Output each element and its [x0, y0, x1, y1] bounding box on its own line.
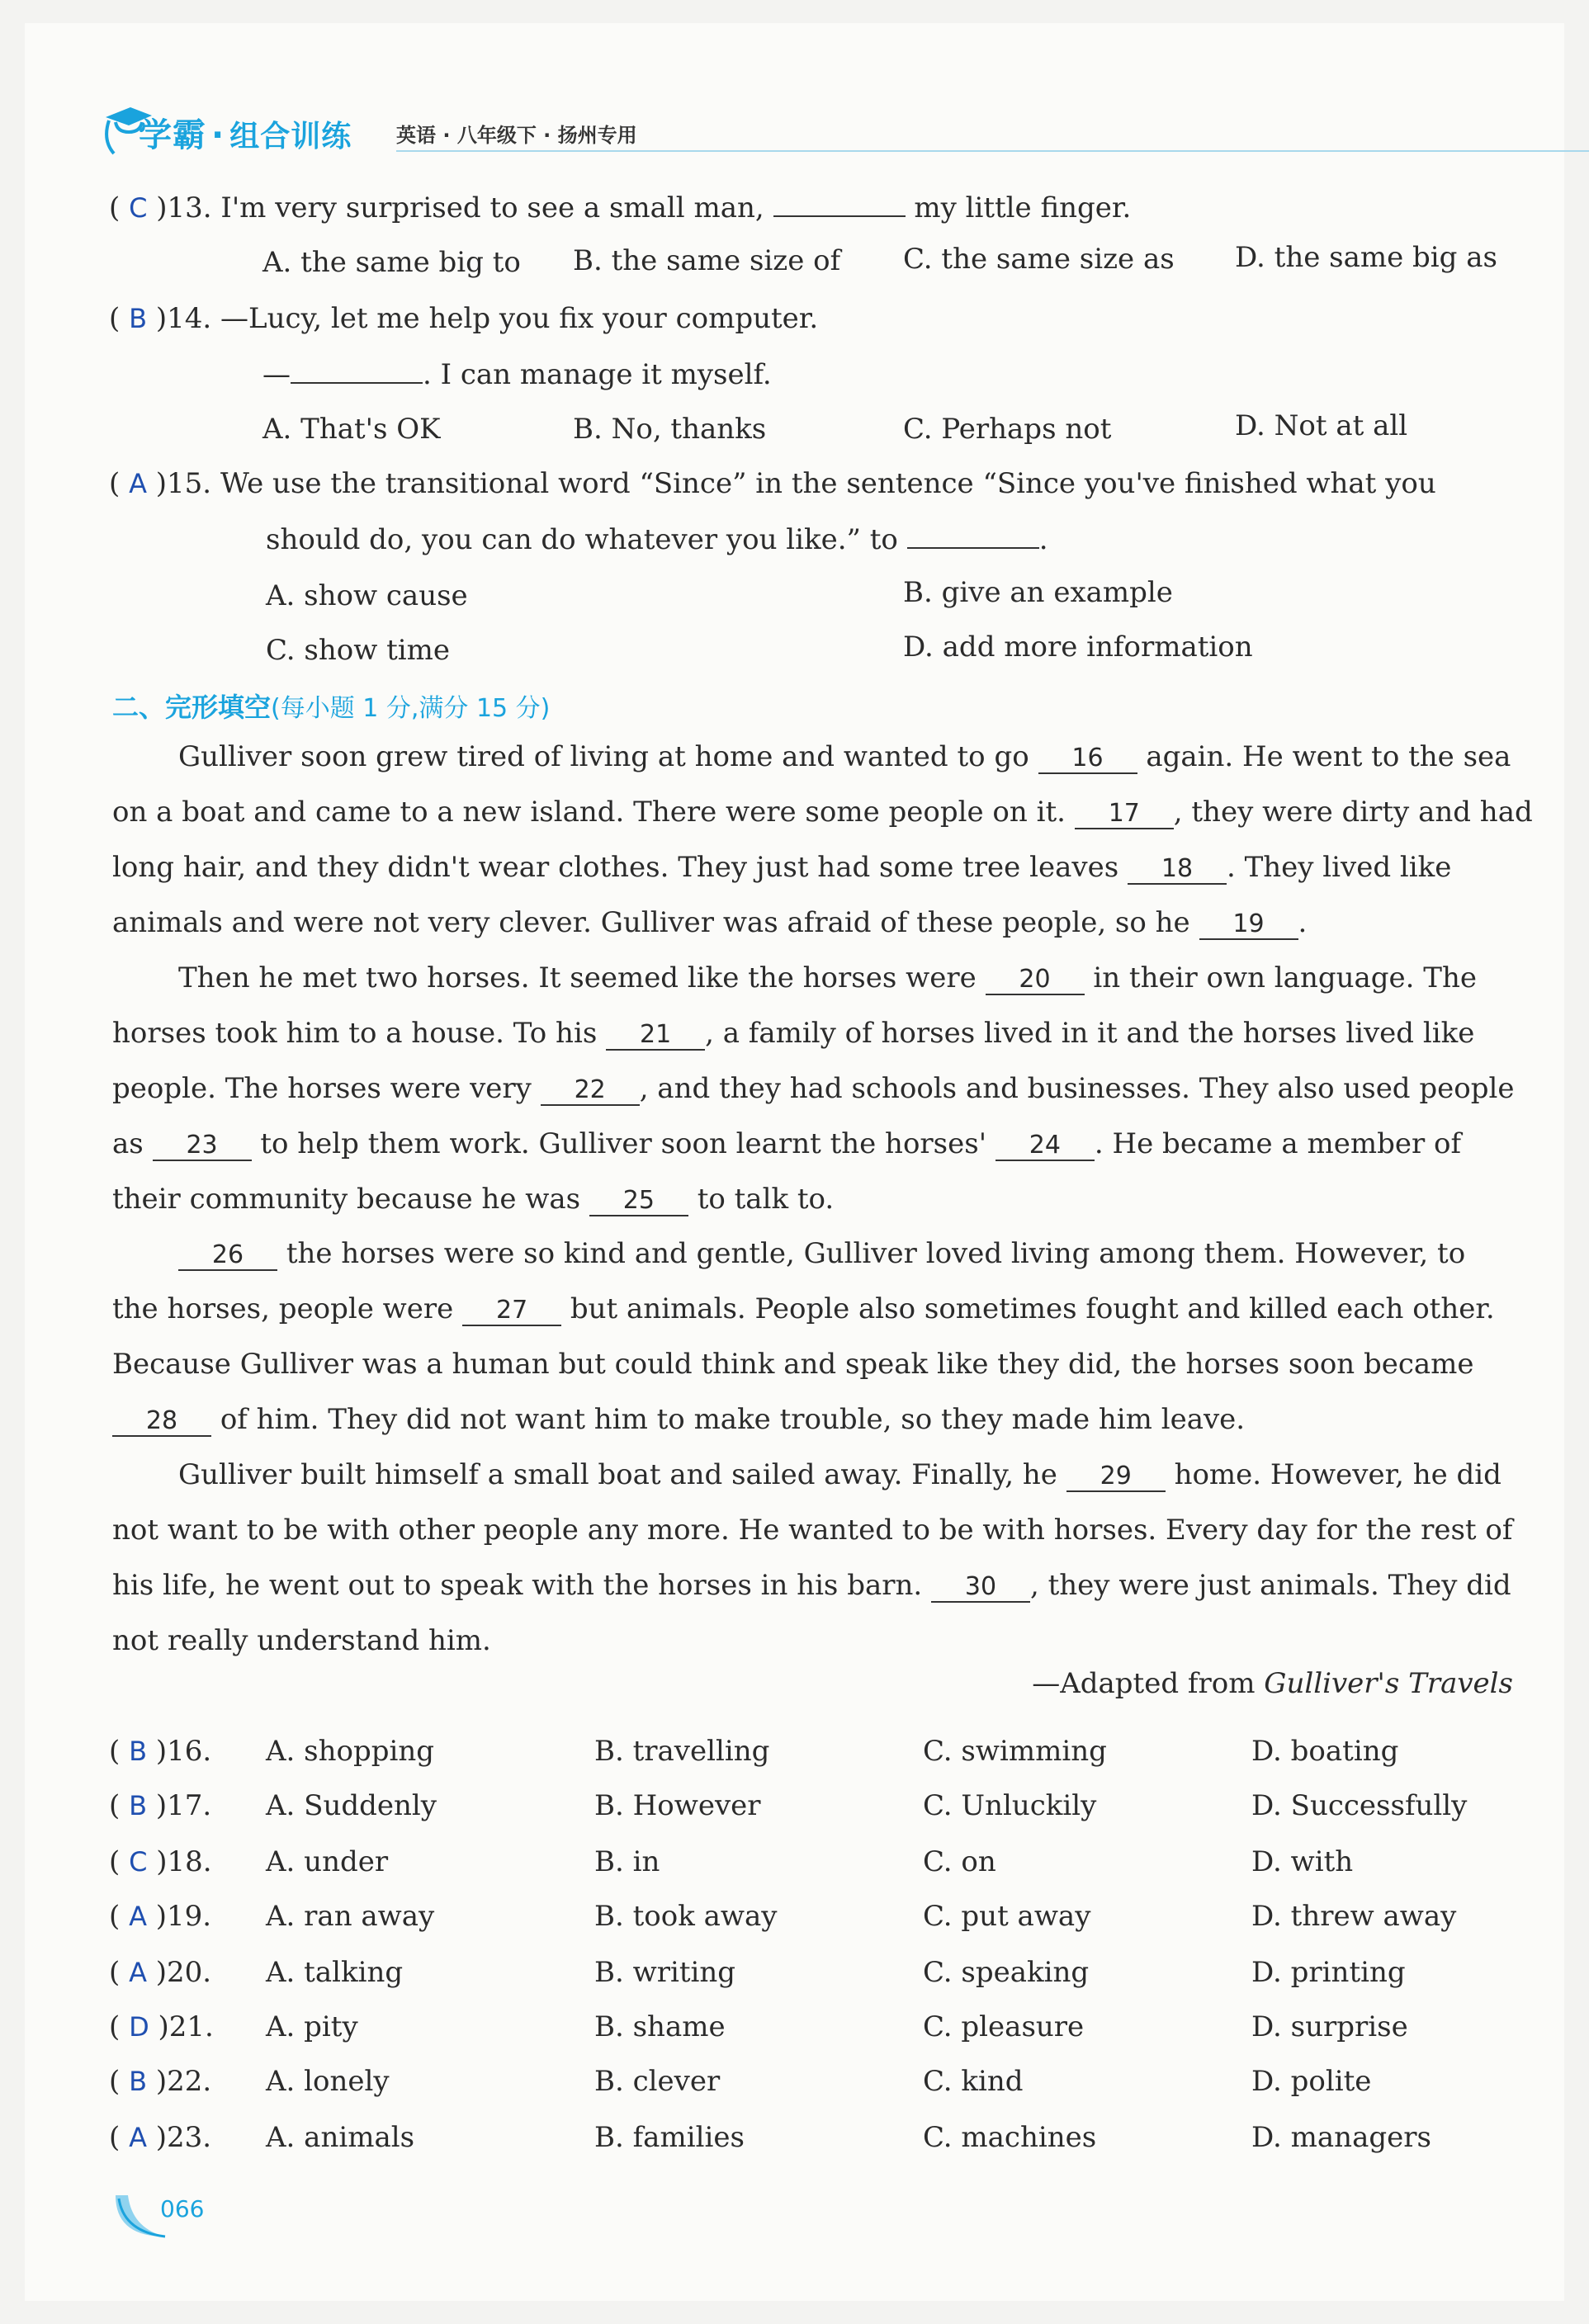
- answer-mark: B: [129, 1790, 148, 1821]
- option: C. kind: [923, 2065, 1024, 2098]
- option: B. However: [594, 1789, 761, 1822]
- cloze-blank: 27: [462, 1297, 561, 1326]
- choice-row-23: ( A )23.: [109, 2121, 212, 2154]
- passage-paragraph-2: Then he met two horses. It seemed like the horses were 20 in their own language. The horses took him to a house. To his 21 , a family of horses lived in it and the horses lived like people. The horses were very 22 , and they had schools and businesses. They also used people as 23 to help them work. Gulliver soon learnt the horses' 24 . He became a member of their community because he was 25 to talk to.: [112, 961, 1515, 1216]
- option: A. under: [266, 1845, 389, 1878]
- answer-mark: A: [129, 1901, 147, 1932]
- choice-row-19: ( A )19.: [109, 1900, 212, 1933]
- choice-row-21: ( D )21.: [109, 2010, 214, 2043]
- choice-row-20: ( A )20.: [109, 1956, 212, 1989]
- cloze-blank: 19: [1199, 910, 1298, 940]
- option: D. add more information: [903, 631, 1253, 664]
- option: C. speaking: [923, 1956, 1090, 1989]
- answer-mark: A: [129, 1957, 147, 1988]
- answer-mark: B: [129, 303, 148, 334]
- question-15-cont: should do, you can do whatever you like.” to .: [266, 523, 1048, 556]
- option: A. ran away: [266, 1900, 435, 1933]
- option: A. That's OK: [262, 413, 441, 446]
- subject-label: 英语 · 八年级下 · 扬州专用: [396, 124, 637, 147]
- option: D. printing: [1251, 1956, 1406, 1989]
- choice-row-16: ( B )16.: [109, 1735, 212, 1768]
- option: A. pity: [266, 2010, 358, 2043]
- question-14: ( B )14. —Lucy, let me help you fix your computer.: [109, 302, 819, 335]
- option: B. the same size of: [573, 244, 841, 277]
- option: B. clever: [594, 2065, 721, 2098]
- choice-row-18: ( C )18.: [109, 1845, 212, 1878]
- question-13: ( C )13. I'm very surprised to see a small man, my little finger.: [109, 191, 1132, 224]
- cloze-blank: 26: [178, 1241, 277, 1271]
- cloze-blank: 24: [995, 1131, 1095, 1161]
- choice-row-22: ( B )22.: [109, 2065, 212, 2098]
- cloze-blank: 20: [986, 966, 1085, 995]
- option: B. in: [594, 1845, 660, 1878]
- brand-title: 学霸 · 组合训练: [139, 116, 352, 154]
- option: B. give an example: [903, 576, 1173, 609]
- option: B. writing: [594, 1956, 736, 1989]
- cloze-blank: 28: [112, 1407, 211, 1437]
- option: C. the same size as: [903, 243, 1175, 276]
- option: A. shopping: [266, 1735, 435, 1768]
- answer-blank: [907, 547, 1039, 549]
- answer-mark: B: [129, 2066, 148, 2097]
- question-14-reply: — . I can manage it myself.: [262, 358, 772, 391]
- option: B. shame: [594, 2010, 726, 2043]
- passage-source: —Adapted from Gulliver's Travels: [1032, 1667, 1513, 1700]
- option: D. boating: [1251, 1735, 1399, 1768]
- option: C. show time: [266, 634, 451, 667]
- option: D. Successfully: [1251, 1789, 1468, 1822]
- option: B. No, thanks: [573, 413, 767, 446]
- answer-mark: C: [129, 192, 148, 224]
- section-title: 二、完形填空(每小题 1 分,满分 15 分): [112, 692, 551, 723]
- option: C. machines: [923, 2121, 1097, 2154]
- answer-mark: A: [129, 468, 147, 499]
- option: D. managers: [1251, 2121, 1431, 2154]
- cloze-blank: 18: [1128, 855, 1227, 885]
- option: A. talking: [266, 1956, 404, 1989]
- cloze-blank: 23: [153, 1131, 252, 1161]
- answer-mark: B: [129, 1736, 148, 1767]
- option: C. put away: [923, 1900, 1091, 1933]
- option: A. show cause: [266, 579, 468, 612]
- option: B. took away: [594, 1900, 778, 1933]
- answer-mark: C: [129, 1846, 148, 1878]
- passage-paragraph-4: Gulliver built himself a small boat and sailed away. Finally, he 29 home. However, he did not want to be with other people any more. He wanted to be with horses. Every day for the rest of his life, he went out to speak with the horses in his barn. 30 , they were just animals. They did not really understand him.: [112, 1458, 1513, 1657]
- cloze-blank: 25: [589, 1187, 688, 1216]
- answer-blank: [291, 382, 423, 384]
- header-divider: [396, 150, 1589, 152]
- option: D. Not at all: [1235, 409, 1408, 442]
- option: C. on: [923, 1845, 996, 1878]
- cloze-blank: 29: [1066, 1462, 1166, 1492]
- option: D. with: [1251, 1845, 1354, 1878]
- page-number-badge: [107, 2179, 206, 2245]
- page-number: 066: [160, 2195, 205, 2222]
- option: D. the same big as: [1235, 241, 1497, 274]
- option: C. Perhaps not: [903, 413, 1112, 446]
- cloze-blank: 21: [606, 1021, 705, 1051]
- option: B. travelling: [594, 1735, 770, 1768]
- option: C. Unluckily: [923, 1789, 1097, 1822]
- cloze-blank: 17: [1075, 800, 1174, 829]
- option: D. threw away: [1251, 1900, 1457, 1933]
- cloze-blank: 22: [541, 1076, 640, 1106]
- cloze-blank: 30: [931, 1573, 1030, 1603]
- option: D. polite: [1251, 2065, 1372, 2098]
- option: A. animals: [266, 2121, 415, 2154]
- answer-mark: A: [129, 2122, 147, 2153]
- option: D. surprise: [1251, 2010, 1408, 2043]
- option: C. swimming: [923, 1735, 1107, 1768]
- choice-row-17: ( B )17.: [109, 1789, 212, 1822]
- page-header: [99, 83, 1502, 161]
- passage-paragraph-1: Gulliver soon grew tired of living at home and wanted to go 16 again. He went to the sea on a boat and came to a new island. There were some people on it. 17 , they were dirty and had long hair, and they didn't wear clothes. They just had some tree leaves 18 . They lived like animals and were not very clever. Gulliver was afraid of these people, so he 19 .: [112, 740, 1533, 939]
- answer-mark: D: [129, 2011, 149, 2043]
- option: A. lonely: [266, 2065, 390, 2098]
- answer-blank: [773, 215, 906, 217]
- question-15: ( A )15. We use the transitional word “Since” in the sentence “Since you've finished what you: [109, 467, 1436, 500]
- option: A. the same big to: [262, 246, 521, 279]
- option: B. families: [594, 2121, 745, 2154]
- cloze-blank: 16: [1038, 744, 1137, 774]
- passage-paragraph-3: 26 the horses were so kind and gentle, Gulliver loved living among them. However, to the horses, people were 27 but animals. People also sometimes fought and killed each other. Because Gulliver was a human but could think and speak like they did, the horses soon became 28 of him. They did not want him to make trouble, so they made him leave.: [112, 1237, 1495, 1436]
- option: C. pleasure: [923, 2010, 1085, 2043]
- option: A. Suddenly: [266, 1789, 437, 1822]
